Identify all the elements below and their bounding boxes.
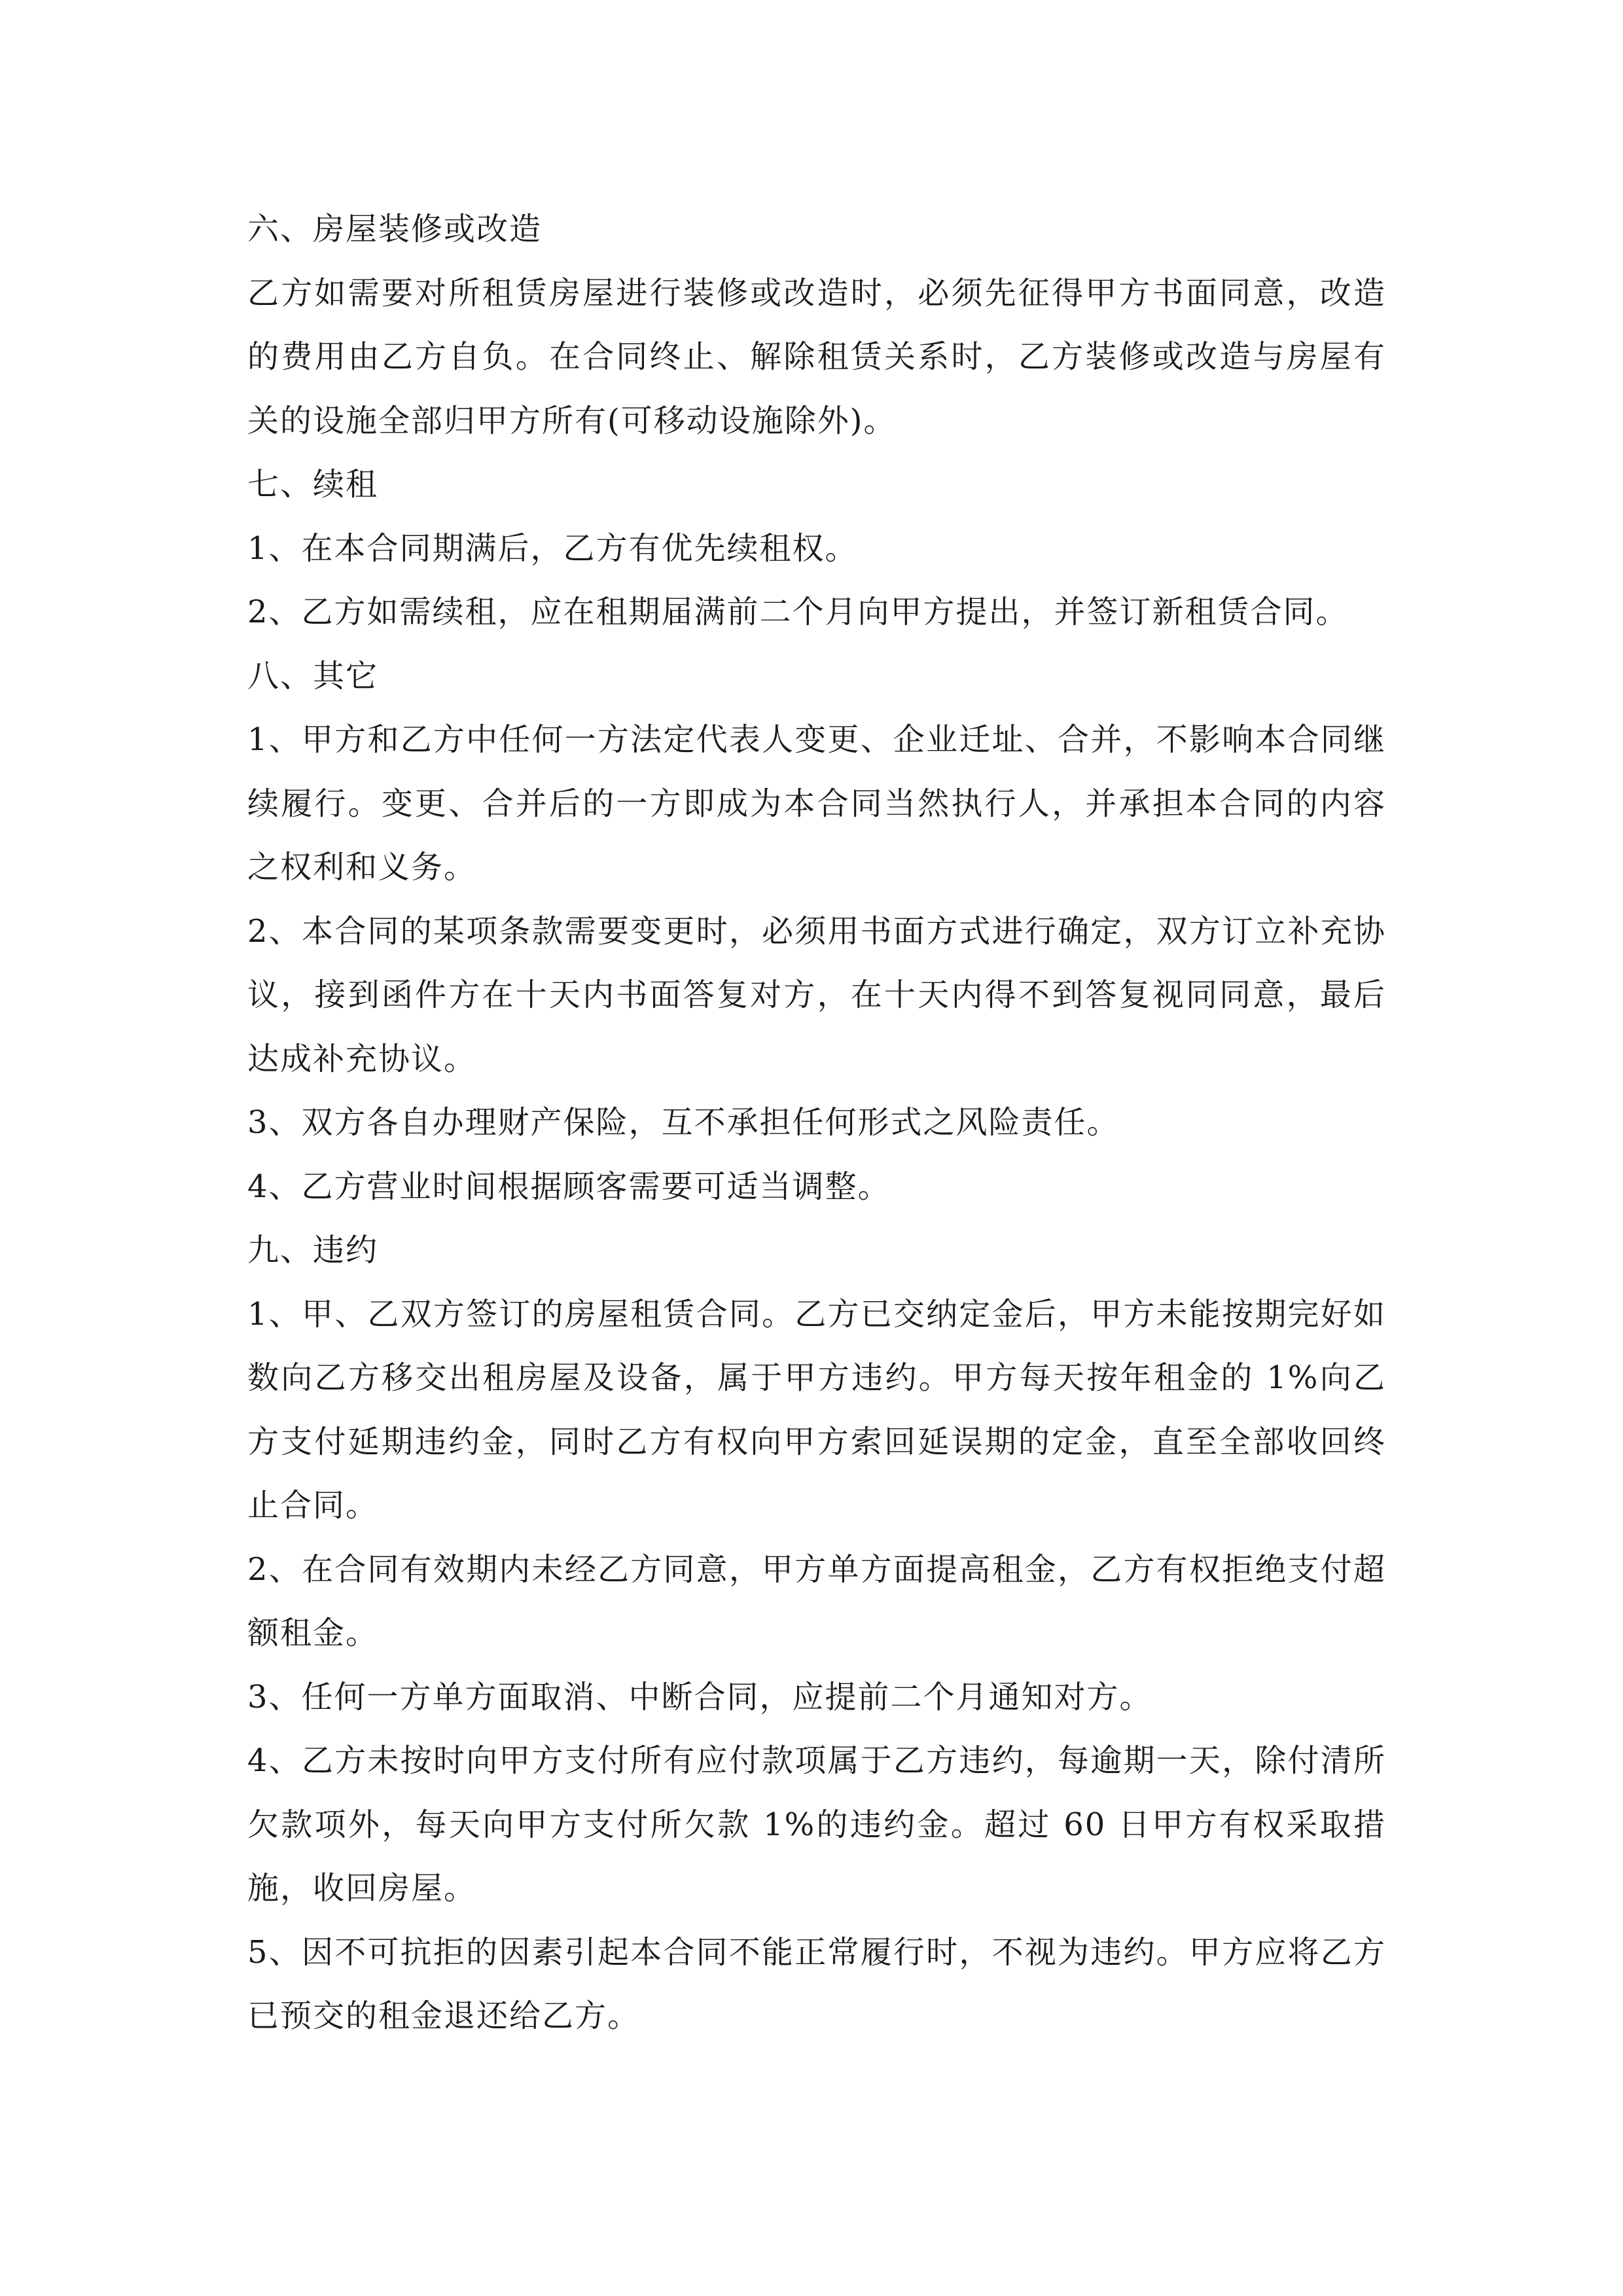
- section-heading-renewal: 七、续租: [247, 466, 379, 503]
- document-body: [247, 198, 1386, 2049]
- paragraph: 2、在合同有效期内未经乙方同意，甲方单方面提高租金，乙方有权拒绝支付超额租金。: [247, 1551, 1386, 1651]
- paragraph: 1、甲方和乙方中任何一方法定代表人变更、企业迁址、合并，不影响本合同继续履行。变更、合并后的一方即成为本合同当然执行人，并承担本合同的内容之权利和义务。: [247, 721, 1386, 886]
- paragraph: 5、因不可抗拒的因素引起本合同不能正常履行时，不视为违约。甲方应将乙方已预交的租金退还给乙方。: [247, 1933, 1386, 2034]
- section-heading-renovation: 六、房屋装修或改造: [247, 211, 543, 247]
- paragraph: 2、乙方如需续租，应在租期届满前二个月向甲方提出，并签订新租赁合同。: [247, 594, 1349, 630]
- paragraph: 4、乙方营业时间根据顾客需要可适当调整。: [247, 1168, 891, 1205]
- section-heading-breach: 九、违约: [247, 1232, 379, 1268]
- paragraph: 3、双方各自办理财产保险，互不承担任何形式之风险责任。: [247, 1104, 1120, 1141]
- paragraph: 乙方如需要对所租赁房屋进行装修或改造时，必须先征得甲方书面同意，改造的费用由乙方自负。在合同终止、解除租赁关系时，乙方装修或改造与房屋有关的设施全部归甲方所有(可移动设施除外)。: [247, 274, 1386, 439]
- paragraph: 2、本合同的某项条款需要变更时，必须用书面方式进行确定，双方订立补充协议，接到函件方在十天内书面答复对方，在十天内得不到答复视同同意，最后达成补充协议。: [247, 912, 1386, 1077]
- paragraph: 4、乙方未按时向甲方支付所有应付款项属于乙方违约，每逾期一天，除付清所欠款项外，每天向甲方支付所欠款 1%的违约金。超过 60 日甲方有权采取措施，收回房屋。: [247, 1742, 1386, 1907]
- paragraph: 1、甲、乙双方签订的房屋租赁合同。乙方已交纳定金后，甲方未能按期完好如数向乙方移交出租房屋及设备，属于甲方违约。甲方每天按年租金的 1%向乙方支付延期违约金，同时乙方有权向甲方索回延误期的定金，直至全部收回终止合同。: [247, 1295, 1386, 1524]
- section-heading-other: 八、其它: [247, 657, 379, 694]
- paragraph: 1、在本合同期满后，乙方有优先续租权。: [247, 529, 858, 567]
- paragraph: 3、任何一方单方面取消、中断合同，应提前二个月通知对方。: [247, 1678, 1152, 1715]
